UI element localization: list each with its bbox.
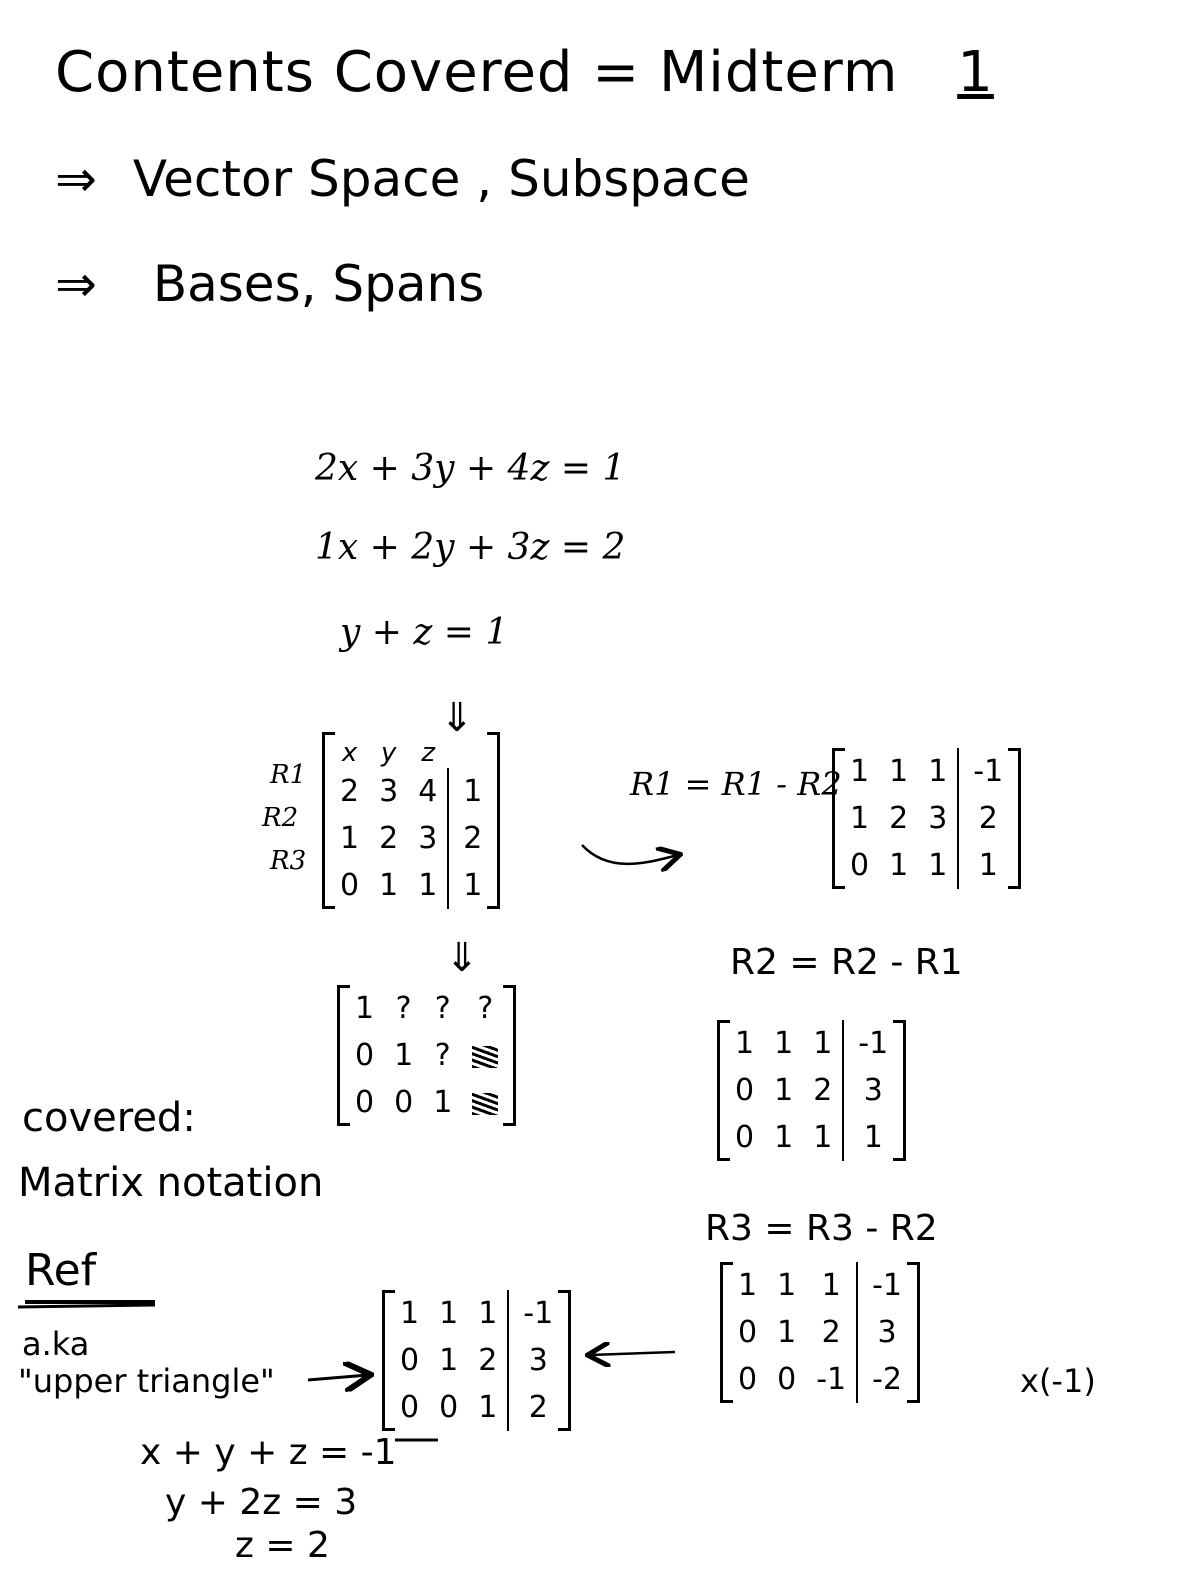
matrix-cell: 1 <box>355 991 375 1026</box>
matrix-cell: 1 <box>850 754 870 789</box>
implies-arrow-icon: ⇒ <box>55 150 97 208</box>
matrix-cell: 1 <box>928 754 948 789</box>
matrix-cell: 1 <box>813 1120 833 1155</box>
covered-item-ref: Ref <box>25 1245 155 1304</box>
matrix-cell: 2 <box>813 1073 833 1108</box>
matrix-cell: 1 <box>889 848 909 883</box>
matrix-cell: 1 <box>774 1026 794 1061</box>
matrix-cell: 0 <box>394 1085 414 1120</box>
matrix-cell: 1 <box>478 1390 498 1425</box>
back-sub-line: x + y + z = -1 <box>140 1432 397 1473</box>
matrix-cell: 1 <box>433 1085 453 1120</box>
matrix-rhs: -2 <box>857 1356 912 1403</box>
matrix-cell: 1 <box>774 1120 794 1155</box>
matrix-cell: 1 <box>478 1296 498 1331</box>
matrix-cell: 1 <box>813 1026 833 1061</box>
matrix-cell: 0 <box>850 848 870 883</box>
back-sub-line: y + 2z = 3 <box>165 1482 358 1523</box>
matrix-cell: 0 <box>355 1085 375 1120</box>
matrix-cell: 2 <box>478 1343 498 1378</box>
row-operation-label: R1 = R1 - R2 <box>630 765 842 803</box>
matrix-cell: 1 <box>850 801 870 836</box>
matrix-cell: 1 <box>439 1343 459 1378</box>
multiply-note: x(-1) <box>1020 1362 1096 1400</box>
matrix-cell: ? <box>477 991 494 1026</box>
matrix-cell: 0 <box>355 1038 375 1073</box>
matrix-cell: 2 <box>821 1315 841 1350</box>
matrix-cell: 2 <box>379 821 399 856</box>
matrix-cell: 1 <box>889 754 909 789</box>
upper-triangle-label: "upper triangle" <box>18 1362 275 1400</box>
matrix-cell: 1 <box>777 1268 797 1303</box>
col-header: x <box>341 738 358 768</box>
matrix-cell: 3 <box>418 821 438 856</box>
col-header: z <box>421 738 436 768</box>
matrix-cell: 1 <box>821 1268 841 1303</box>
matrix-cell: 3 <box>379 774 399 809</box>
matrix-cell: 1 <box>738 1268 758 1303</box>
equation-line: 1x + 2y + 3z = 2 <box>315 527 626 568</box>
matrix-rhs: 2 <box>448 815 492 862</box>
matrix-cell: 2 <box>889 801 909 836</box>
matrix-rhs: -1 <box>857 1262 912 1309</box>
row-label: R1 <box>270 760 307 790</box>
matrix-cell: 0 <box>738 1362 758 1397</box>
matrix-cell: 1 <box>394 1038 414 1073</box>
matrix-cell: ? <box>395 991 412 1026</box>
matrix-rhs: -1 <box>843 1020 898 1067</box>
matrix-cell: 0 <box>340 868 360 903</box>
matrix-rhs: 1 <box>448 862 492 909</box>
matrix-rhs: 1 <box>843 1114 898 1161</box>
aka-label: a.ka <box>22 1325 90 1363</box>
bullet-text: Bases, Spans <box>152 255 485 313</box>
bullet-text: Vector Space , Subspace <box>132 150 750 208</box>
matrix-rhs: 3 <box>508 1337 563 1384</box>
down-arrow-icon: ⇓ <box>445 935 479 981</box>
implies-arrow-icon: ⇒ <box>55 255 97 313</box>
matrix-cell: 1 <box>340 821 360 856</box>
matrix-rhs: -1 <box>958 748 1013 795</box>
matrix-cell: 2 <box>340 774 360 809</box>
matrix-cell: 1 <box>400 1296 420 1331</box>
matrix-rhs: 1 <box>958 842 1013 889</box>
matrix-cell: 1 <box>774 1073 794 1108</box>
matrix-cell: ? <box>434 1038 451 1073</box>
page-title-number: 1 <box>957 40 994 105</box>
down-arrow-icon: ⇓ <box>440 695 474 741</box>
matrix-rhs: -1 <box>508 1290 563 1337</box>
left-arrow-icon <box>590 1352 675 1355</box>
matrix-cell: 0 <box>738 1315 758 1350</box>
matrix-cell: 4 <box>418 774 438 809</box>
row-label: R2 <box>262 803 299 833</box>
matrix-cell: 1 <box>418 868 438 903</box>
curved-arrow-icon <box>582 845 678 864</box>
matrix-cell: 1 <box>379 868 399 903</box>
covered-item: Matrix notation <box>18 1160 324 1206</box>
matrix-rhs: 2 <box>508 1384 563 1431</box>
right-arrow-icon <box>308 1375 368 1380</box>
matrix-cell: 3 <box>928 801 948 836</box>
matrix-cell: 1 <box>735 1026 755 1061</box>
back-sub-line: z = 2 <box>235 1525 330 1566</box>
row-operation-label: R3 = R3 - R2 <box>705 1208 938 1249</box>
matrix-cell: -1 <box>816 1362 847 1397</box>
matrix-cell: 0 <box>439 1390 459 1425</box>
matrix-cell: 0 <box>400 1343 420 1378</box>
col-header: y <box>380 738 397 768</box>
matrix-rhs: 3 <box>843 1067 898 1114</box>
row-label: R3 <box>270 846 307 876</box>
matrix-cell: 0 <box>735 1073 755 1108</box>
matrix-cell: 0 <box>777 1362 797 1397</box>
covered-heading: covered: <box>22 1095 196 1141</box>
ref-underline-icon <box>18 1305 155 1307</box>
equation-line: 2x + 3y + 4z = 1 <box>315 448 626 489</box>
matrix-cell: 1 <box>928 848 948 883</box>
matrix-cell: 1 <box>439 1296 459 1331</box>
row-operation-label: R2 = R2 - R1 <box>730 942 963 983</box>
matrix-cell: 0 <box>400 1390 420 1425</box>
matrix-cell: ? <box>434 991 451 1026</box>
matrix-cell: 1 <box>777 1315 797 1350</box>
page-title-text: Contents Covered = Midterm <box>55 40 899 105</box>
matrix-cell: 0 <box>735 1120 755 1155</box>
matrix-rhs: 3 <box>857 1309 912 1356</box>
equation-line: y + z = 1 <box>340 612 509 653</box>
matrix-rhs: 2 <box>958 795 1013 842</box>
matrix-rhs: 1 <box>448 768 492 815</box>
